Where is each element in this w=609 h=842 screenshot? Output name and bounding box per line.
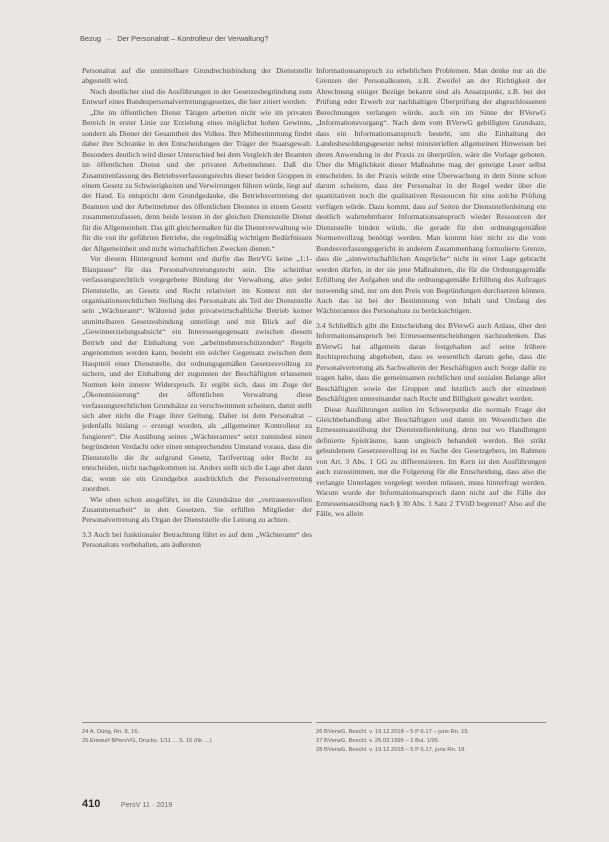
section-paragraph: 3.3 Auch bei funktionaler Betrachtung führt es auf dem „Wächteramt“ des Personalrats vorbehalten, am äußersten	[82, 529, 312, 550]
paragraph: Personalrat auf die unmittelbare Grundrechtsbindung der Dienststelle abgestellt wird.	[82, 66, 312, 86]
page-number: 410	[82, 798, 101, 810]
footnotes-left	[82, 728, 312, 746]
section-paragraph: 3.4 Schließlich gibt die Entscheidung des BVerwG auch Anlass, über den Informationsanspruch bei Ermessensentscheidungen nachzudenken. Das BVerwG hat allgemein daran festgehalten auf seine frühere Rechtsprechung abgehoben, dass es wesentlich darum gehe, dass die Personalvertretung als Sachwalterin der Beschäftigten auch Sorge dafür zu tragen habe, dass die gemeinsamen rechtlichen und sozialen Belange aller Beschäftigten sowie der Gruppen und letztlich auch der einzelnen Beschäftigten untereinander nach Recht und Billigkeit gewahrt werden.	[316, 320, 546, 404]
paragraph: Noch deutlicher sind die Ausführungen in der Gesetzesbegründung zum Entwurf eines Bundespersonalvertretungsgesetzes, die hier zitiert werden:	[82, 86, 312, 107]
header-title: Der Personalrat – Kontrolleur der Verwaltung?	[117, 34, 269, 43]
left-column	[82, 66, 312, 551]
footnote: 24 A. Dürig, Rn. 8, 16.	[82, 729, 140, 735]
right-column	[316, 66, 546, 519]
paragraph: Wie oben schon ausgeführt, ist die Grundsätze der „vertrauensvollen Zusammenarbeit“ in den Gesetzen. Sie erfüllen Mitglieder der Personalvertretung als Organ der Dienststelle die Leitung zu achten.	[82, 494, 312, 525]
footnote: 28 BVerwG, Beschl. v. 19.12.2018 – 5 P 6.17, juris Rn. 19.	[316, 746, 466, 753]
running-header	[80, 34, 550, 43]
paragraph: „Die im öffentlichen Dienst Tätigen arbeiten nicht wie im privaten Bereich in erster Linie zur Erzielung eines möglichst hohen Gewinns, sondern als Diener der Gesamtheit des Volkes. Ihre Mitbestimmung findet daher ihre Schranke in den Entscheidungen der Träger der Staatsgewalt. Besonders deutlich wird dieser Unterschied bei dem Vergleich der Beamten im öffentlichen Dienst und der privaten Arbeitnehmer. Daß die Zusammenfassung des Betriebsverfassungsrechts dieser beiden Gruppen in einem Gesetz zu Schwierigkeiten und Verwirrungen führen würde, liegt auf der Hand. Es entspricht dem Grundgedanke, die Betriebsvertretung der Beamten und der Arbeitnehmer des öffentlichen Dienstes in einem Gesetz zusammenzufassen, denn beide leisten in der gleichen Dienststelle Dienst für die Allgemeinheit. Das gilt gleichermaßen für die Dienstverwaltung wie für die von ihr geführten Betriebe, die regelmäßig wichtigen Bedürfnissen der Allgemeinheit und nicht wirtschaftlichen Zwecken dienen.“	[82, 107, 312, 253]
header-section: Bezug	[80, 34, 101, 43]
footnotes-right	[316, 728, 546, 754]
footnote: 25 Entwurf BPersVG, Drucks. 1/11 ... S. 15 (Nr. ...)	[82, 737, 212, 744]
paragraph: Vor diesem Hintergrund kommt und durfte das BetrVG keine „1:1-Blaupause“ für das Personalvertretungsrecht sein. Die scheinbar verfassungsrechtlich vorgegebene Bindung der Verwaltung, also jeder Dienststelle, an Gesetz und Recht relativiert im Kontext mit der organisationsrechtlichen Stellung des Personalrats als Teil der Dienststelle sein „Wächteramt“. Während jeder privatwirtschaftliche Betrieb keiner unmittelbaren Gesetzesbindung unterliegt und mit Blick auf die „Gewinnerzielungsabsicht“ ein Interessengegensatz zwischen diesem Betrieb und der Einhaltung von „arbeitnehmerschützenden“ Regeln angenommen werden kann, besteht ein solcher Gegensatz zwischen dem Hauptteil einer Dienststelle, der ordnungsgemäßen Gesetzesvollzug zu sichern, und der Einhaltung der zugunsten der Beschäftigten erlassenen Normen kein innerer Widerspruch. Er ergibt sich, dass im Zuge der „Ökonomisierung“ der öffentlichen Verwaltung diese verfassungsrechtlichen Grundsätze zu verschwimmen scheinen, damit stellt sich aber nicht die Frage ihrer Geltung. Daher ist dem Personalrat – jedenfalls bislang – erzeugt worden, als „allgemeiner Kontrolleur zu fungieren“. Die Ausübung seines „Wächteramtes“ setzt zumindest einen begründeten Verdacht oder einen entsprechenden Umstand voraus, dass die Dienststelle die ihr aufgrund Gesetz, Tarifvertrag oder Recht zu entscheiden, nicht nachgekommen ist. Anders stellt sich die Lage aber dann dar, wenn sie ein Grundgebot ausdrücklich der Personalvertretung zuordnet.	[82, 254, 312, 494]
journal-issue: PersV 11 · 2019	[120, 800, 173, 809]
page-footer	[82, 794, 172, 812]
paragraph: Diese Ausführungen stellen im Schwerpunkt die normale Frage der Gleichbehandlung aller Beschäftigten und damit im Wesentlichen die Ermessensausübung der Dienststellenleitung, denn nur wo Handlungen definierte Spielräume, kann ungleich behandelt werden. Bei strikt gebundenem Gesetzesvollzug ist es Sache des Gesetzgebers, im Rahmen von Art. 3 Abs. 1 GG zu differenzieren. Im Kern ist den Ausführungen auch zuzustimmen, nur die Folgerung für die Entscheidung, dass also die verlangte Unterlagen vorgelegt werden müssen, muss hinterfragt werden. Warum wurde der Informationsanspruch dann nicht auf die Fälle der Ermessensausübung nach § 30 Abs. 1 Satz 2 TVöD begrenzt? Also auf die Fälle, wo allein	[316, 404, 546, 519]
header-separator: –	[107, 34, 112, 43]
footnote-divider	[316, 722, 546, 723]
footnote: 26 BVerwG, Beschl. v. 19.12.2018 – 5 P 6.17 – juris Rn. 15.	[316, 729, 470, 735]
footnote: 27 BVerwG, Beschl. v. 25.03.1995 – 2 BvL 1/95.	[316, 737, 440, 744]
footnote-divider	[82, 722, 312, 723]
paragraph: Informationsanspruch zu erheblichen Problemen. Man denke nur an die Grenzen der Personalkosten, z.B. Zweifel an der Richtigkeit der Abrechnung einiger Bezüge bekannt sind als Ansatzpunkt, z.B. bei der Prüfung oder Erwerb zur nachhaltigen Überprüfung der abgeschlossenen Berechnungen verlangen würde, auch ein im Sinne der BVerwG „Informationsvorgang“. Nach dem vom BVerwG gebilligten Grundsatz, dass ein Informationsanspruch besteht, um die Einhaltung der Landesbesoldungsgesetze nebst ministeriellen allgemeinen Hinweisen bei deren Anwendung in der Praxis zu überprüfen, wäre die Vorlage geboten. Über die Möglichkeit dieser Maßnahme mag der geneigte Leser selbst entscheiden. In der Praxis würde eine Überwachung in dem Sinne schon darum scheitern, dass der Personalrat in der Regel weder über die quantitativen noch die qualitativen Ressourcen für eine solche Prüfung verfügen würde. Dazu kommt, dass auf Seiten der Dienststellenleitung ein deutlich wahrnehmbarer Informationsanspruch wieder Ressourcen der Dienststelle binden würde, die gerade für den ordnungsgemäßen Normenvollzug benötigt werden. Man kommt hier nicht zu die vom Bundesverfassungsgericht in anderem Zusammenhang formulierte Grenze, dass die „sinnwirtschaftlichen Ansprüche“ nicht in einer Lage gebracht werden dürfen, in der sie jene Maßnahmen, die für die Ordnungsgemäße Erfüllung der Aufgaben und die ordnungsgemäße Erfüllung des Auftrages notwendig sind, nur um den Preis von Begründungen durchsetzen können. Auch das ist bei der Bestimmung von Inhalt und Umfang des Wächteramtes des Personalrats zu berücksichtigen.	[316, 66, 546, 316]
